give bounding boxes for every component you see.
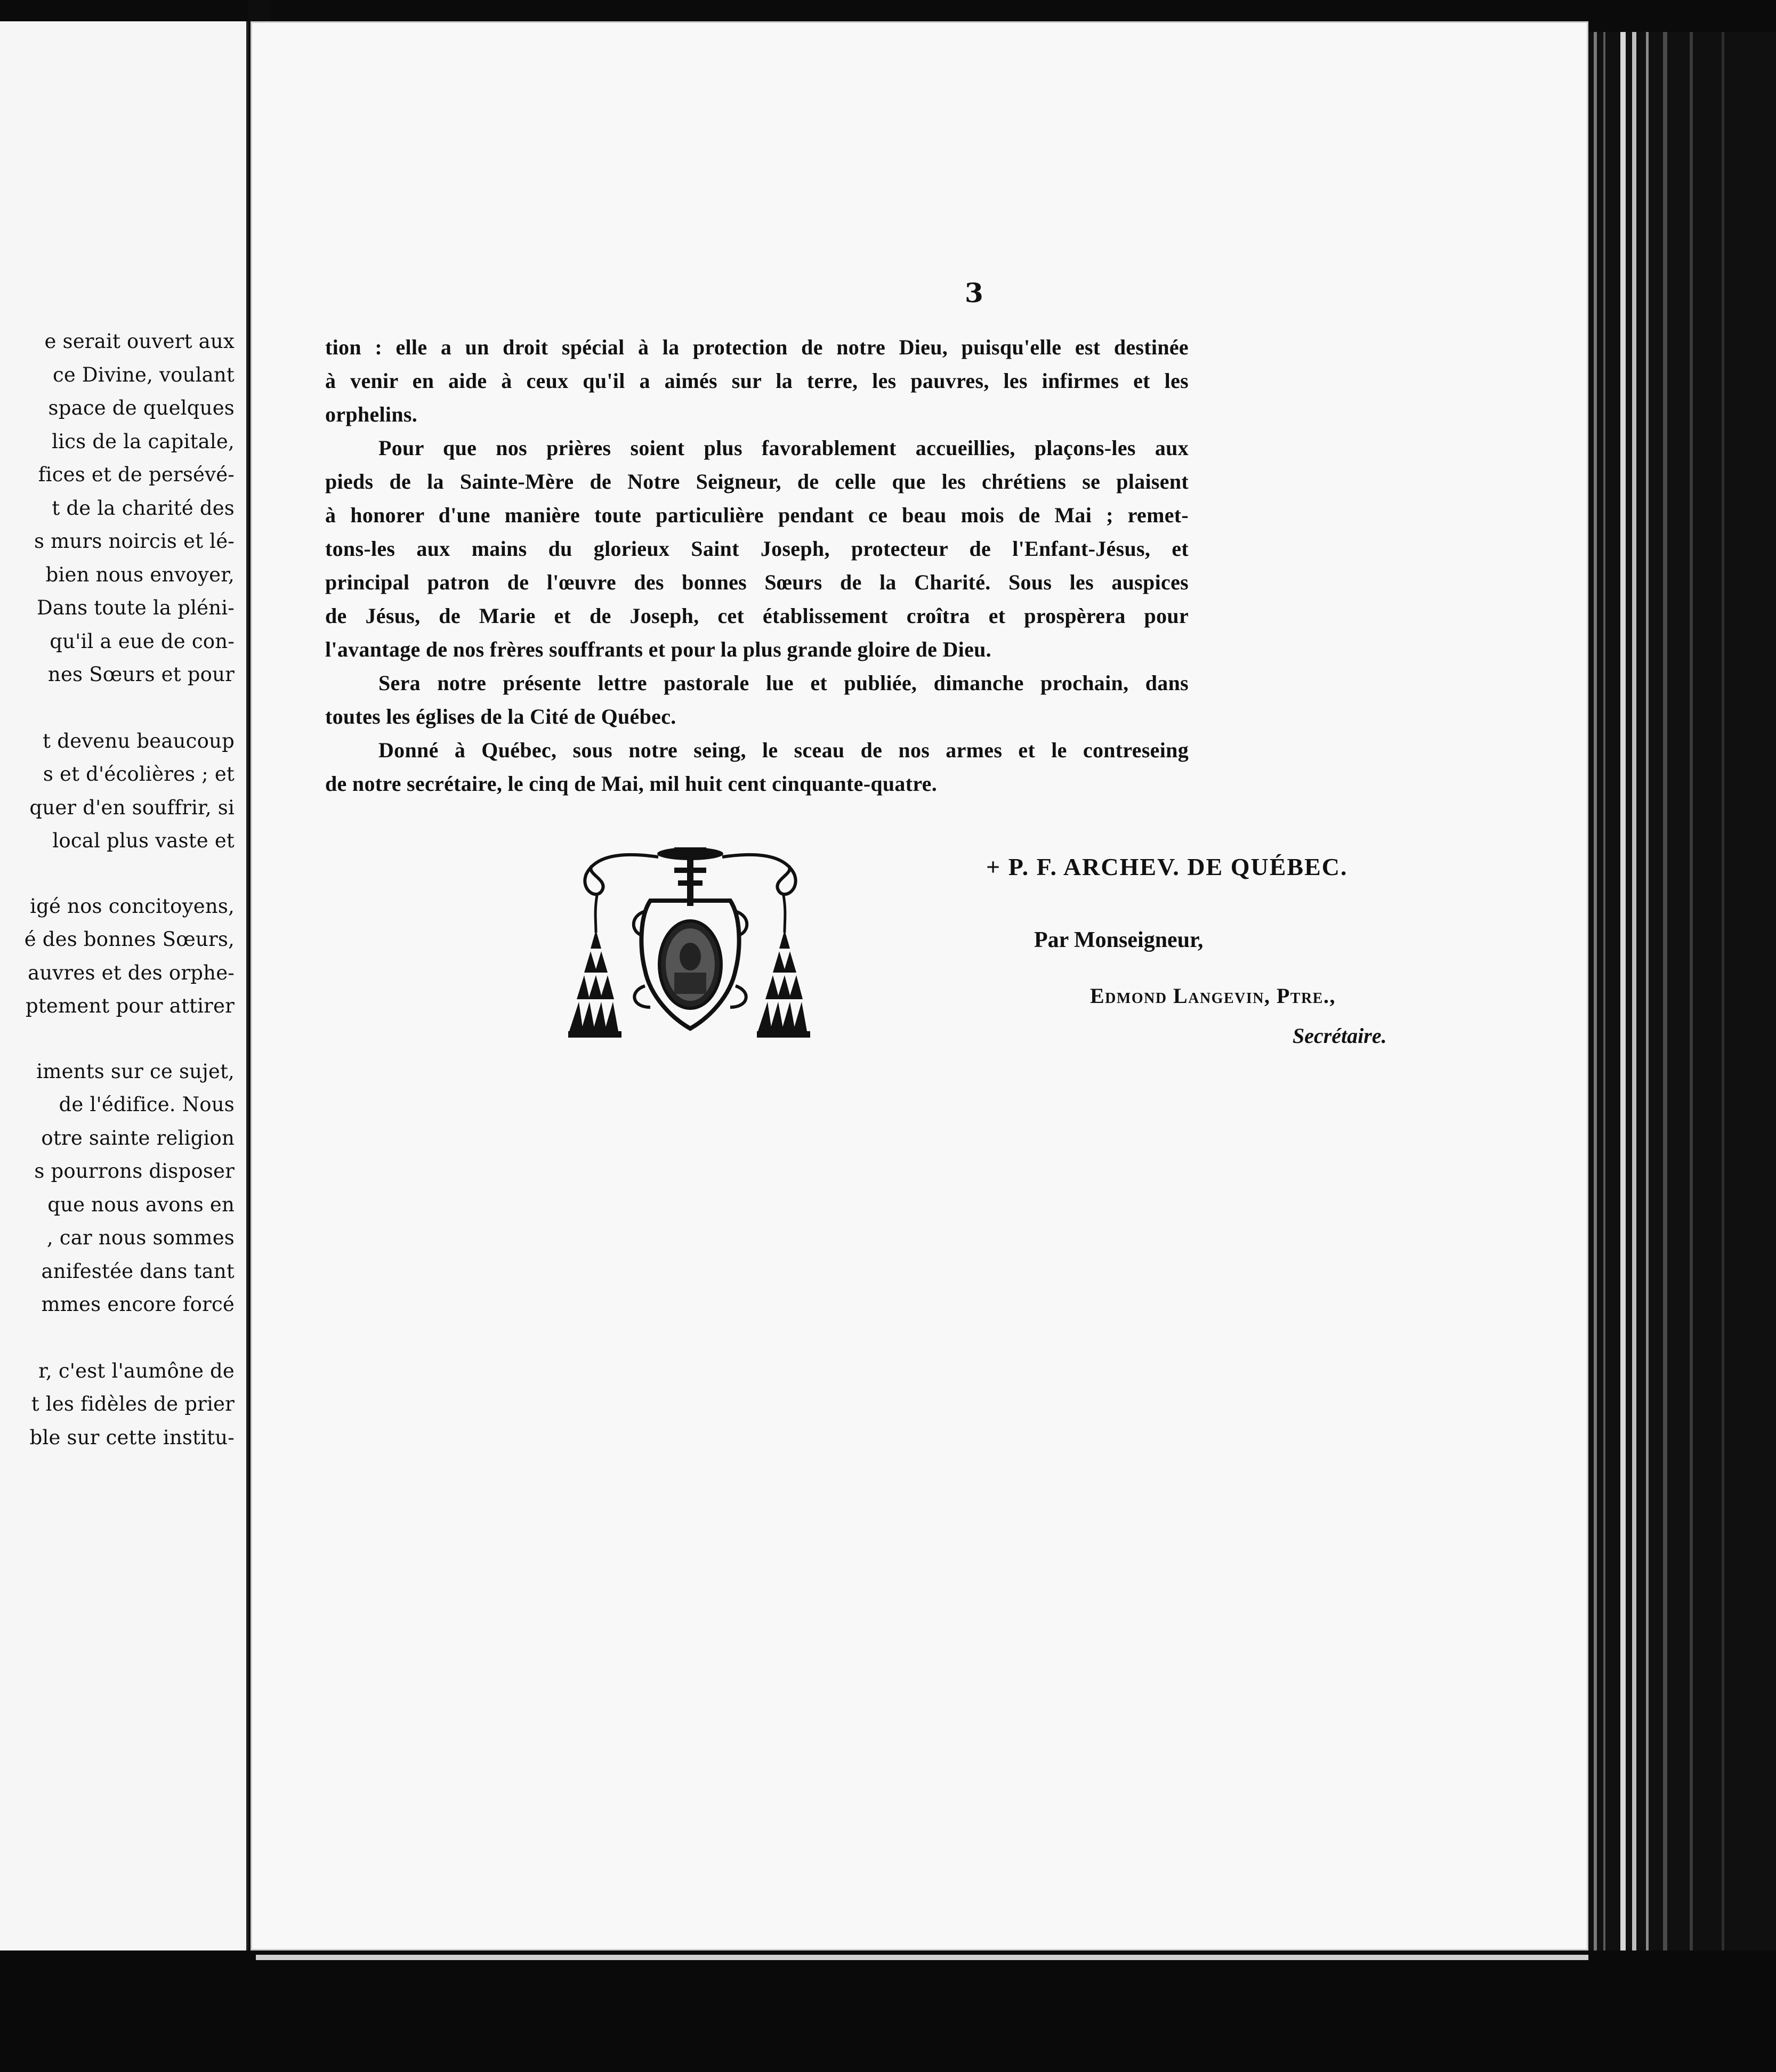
text-line: tons-les aux mains du glorieux Saint Joseph, protecteur de l'Enfant-Jésus, et bbox=[325, 537, 1189, 561]
left-line: que nous avons en bbox=[47, 1193, 235, 1216]
left-line: otre sainte religion bbox=[41, 1126, 235, 1150]
left-line: r, c'est l'aumône de bbox=[38, 1359, 235, 1382]
main-page bbox=[251, 21, 1588, 1950]
left-line: é des bonnes Sœurs, bbox=[24, 928, 235, 951]
secretary-name: Edmond Langevin, Ptre., bbox=[1090, 984, 1336, 1008]
paragraph bbox=[325, 733, 1189, 800]
page-number: 3 bbox=[965, 277, 983, 309]
left-line: qu'il a eue de con- bbox=[50, 629, 235, 653]
left-line: mmes encore forcé bbox=[41, 1293, 235, 1316]
text-line: Sera notre présente lettre pastorale lue et publiée, dimanche prochain, dans bbox=[378, 671, 1189, 695]
text-line: orphelins. bbox=[325, 402, 418, 426]
left-line: t devenu beaucoup bbox=[43, 729, 235, 752]
left-line: e serait ouvert aux bbox=[44, 330, 235, 353]
left-page-text bbox=[0, 325, 235, 1454]
left-line: nes Sœurs et pour bbox=[47, 663, 235, 686]
left-line: quer d'en souffrir, si bbox=[29, 796, 235, 819]
left-line: bien nous envoyer, bbox=[45, 563, 235, 586]
text-line: à venir en aide à ceux qu'il a aimés sur la terre, les pauvres, les infirmes et les bbox=[325, 369, 1189, 393]
page-edge bbox=[1722, 32, 1724, 1972]
paragraph bbox=[325, 330, 1189, 431]
left-line: , car nous sommes bbox=[46, 1226, 235, 1249]
coat-of-arms-icon bbox=[565, 842, 816, 1055]
page-edge bbox=[1603, 32, 1605, 1972]
left-line: ce Divine, voulant bbox=[52, 363, 235, 386]
left-line: ble sur cette institu- bbox=[29, 1426, 235, 1449]
left-line: s et d'écolières ; et bbox=[43, 763, 235, 786]
text-line: principal patron de l'œuvre des bonnes Sœurs de la Charité. Sous les auspices bbox=[325, 570, 1189, 594]
page-edge bbox=[1663, 32, 1667, 1972]
text-line: tion : elle a un droit spécial à la protection de notre Dieu, puisqu'elle est destinée bbox=[325, 335, 1189, 359]
text-line: à honorer d'une manière toute particulière pendant ce beau mois de Mai ; remet- bbox=[325, 503, 1189, 527]
text-line: l'avantage de nos frères souffrants et pour la plus grande gloire de Dieu. bbox=[325, 637, 991, 661]
page-edge bbox=[1690, 32, 1693, 1972]
scan-bottom-band bbox=[0, 1950, 1776, 2072]
paragraph bbox=[325, 666, 1189, 733]
text-line: Pour que nos prières soient plus favorablement accueillies, plaçons-les aux bbox=[378, 436, 1189, 460]
par-monseigneur: Par Monseigneur, bbox=[1034, 928, 1204, 952]
paragraph bbox=[325, 431, 1189, 666]
text-line: Donné à Québec, sous notre seing, le sceau de nos armes et le contreseing bbox=[378, 738, 1189, 762]
left-line: space de quelques bbox=[48, 396, 235, 419]
left-line: t de la charité des bbox=[52, 496, 235, 520]
archbishop-signature: + P. F. ARCHEV. DE QUÉBEC. bbox=[986, 853, 1348, 880]
left-line: ptement pour attirer bbox=[25, 994, 235, 1017]
left-line: Dans toute la pléni- bbox=[36, 596, 235, 619]
page-edge bbox=[1632, 32, 1636, 1972]
page-stack-edge bbox=[1588, 32, 1776, 1972]
left-line: local plus vaste et bbox=[52, 829, 235, 852]
left-line: de l'édifice. Nous bbox=[59, 1093, 235, 1116]
text-line: pieds de la Sainte-Mère de Notre Seigneur, de celle que les chrétiens se plaisent bbox=[325, 470, 1189, 493]
text-line: de Jésus, de Marie et de Joseph, cet établissement croîtra et prospèrera pour bbox=[325, 604, 1189, 628]
text-line: toutes les églises de la Cité de Québec. bbox=[325, 705, 676, 729]
left-line: fices et de persévé- bbox=[38, 463, 235, 486]
page-bottom-edge bbox=[256, 1955, 1588, 1960]
page-edge bbox=[1646, 32, 1649, 1972]
left-line: iments sur ce sujet, bbox=[36, 1059, 235, 1083]
page-edge bbox=[1594, 32, 1597, 1972]
text-line: de notre secrétaire, le cinq de Mai, mil huit cent cinquante-quatre. bbox=[325, 772, 938, 796]
left-line: igé nos concitoyens, bbox=[30, 894, 235, 918]
secretary-title: Secrétaire. bbox=[1293, 1024, 1387, 1048]
page-edge bbox=[1620, 32, 1626, 1972]
body-text bbox=[325, 330, 1189, 800]
left-facing-page bbox=[0, 21, 248, 1950]
left-line: auvres et des orphe- bbox=[28, 961, 235, 984]
left-line: s pourrons disposer bbox=[34, 1160, 235, 1183]
left-line: t les fidèles de prier bbox=[31, 1393, 235, 1415]
left-line: s murs noircis et lé- bbox=[34, 530, 235, 553]
left-line: anifestée dans tant bbox=[41, 1259, 235, 1283]
left-line: lics de la capitale, bbox=[52, 430, 235, 453]
